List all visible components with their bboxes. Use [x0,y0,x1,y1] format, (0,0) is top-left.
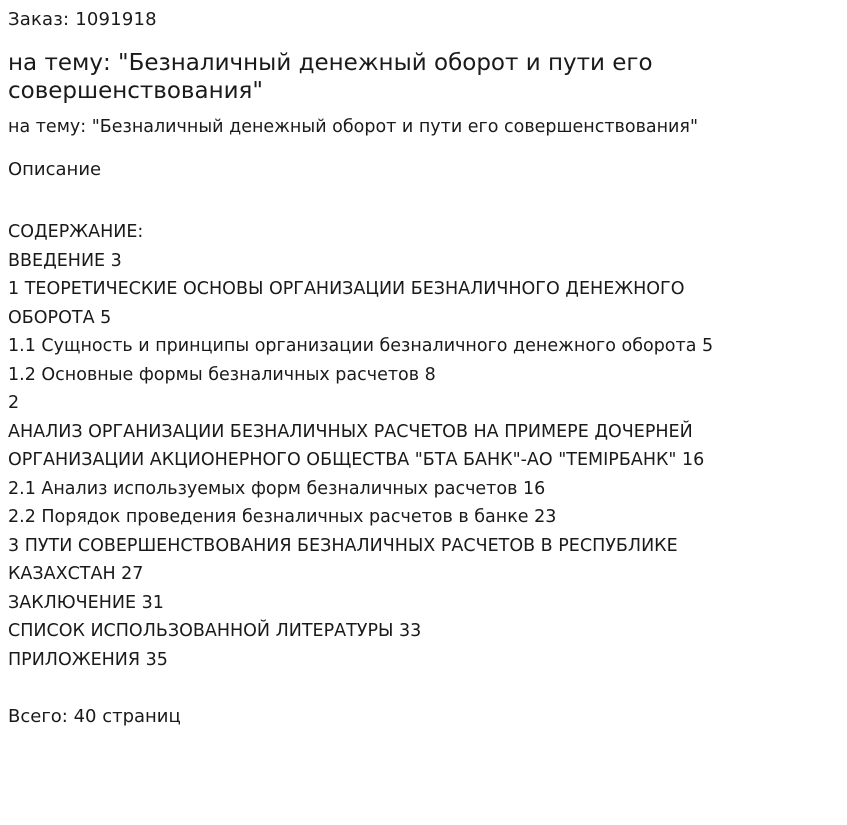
toc-line: 1 ТЕОРЕТИЧЕСКИЕ ОСНОВЫ ОРГАНИЗАЦИИ БЕЗНАЛИЧНОГО ДЕНЕЖНОГО [8,279,685,299]
toc-line: ОРГАНИЗАЦИИ АКЦИОНЕРНОГО ОБЩЕСТВА "БТА БАНК"-АО "ТЕМIРБАНК" 16 [8,450,705,470]
order-number: Заказ: 1091918 [8,9,157,30]
toc-line: СПИСОК ИСПОЛЬЗОВАННОЙ ЛИТЕРАТУРЫ 33 [8,621,422,641]
table-of-contents [8,218,808,674]
toc-line: 2 [8,393,20,413]
toc-line: КАЗАХСТАН 27 [8,564,144,584]
toc-line: ПРИЛОЖЕНИЯ 35 [8,649,168,670]
toc-line: 3 ПУТИ СОВЕРШЕНСТВОВАНИЯ БЕЗНАЛИЧНЫХ РАСЧЕТОВ В РЕСПУБЛИКЕ [8,535,678,556]
toc-line: 2.1 Анализ используемых форм безналичных расчетов 16 [8,478,546,499]
document-title: на тему: "Безналичный денежный оборот и пути его совершенствования" [8,50,653,104]
toc-line: СОДЕРЖАНИЕ: [8,222,144,242]
toc-line: 2.2 Порядок проведения безналичных расчетов в банке 23 [8,507,557,527]
document-subtitle: на тему: "Безналичный денежный оборот и пути его совершенствования" [8,117,699,137]
toc-line: 1.2 Основные формы безналичных расчетов 8 [8,364,436,385]
description-heading: Описание [8,159,102,180]
toc-line: 1.1 Сущность и принципы организации безналичного денежного оборота 5 [8,336,714,356]
toc-line: ЗАКЛЮЧЕНИЕ 31 [8,592,164,613]
toc-line: ВВЕДЕНИЕ 3 [8,250,122,271]
toc-line: АНАЛИЗ ОРГАНИЗАЦИИ БЕЗНАЛИЧНЫХ РАСЧЕТОВ НА ПРИМЕРЕ ДОЧЕРНЕЙ [8,421,693,442]
total-pages: Всего: 40 страниц [8,706,181,727]
toc-line: ОБОРОТА 5 [8,307,112,328]
